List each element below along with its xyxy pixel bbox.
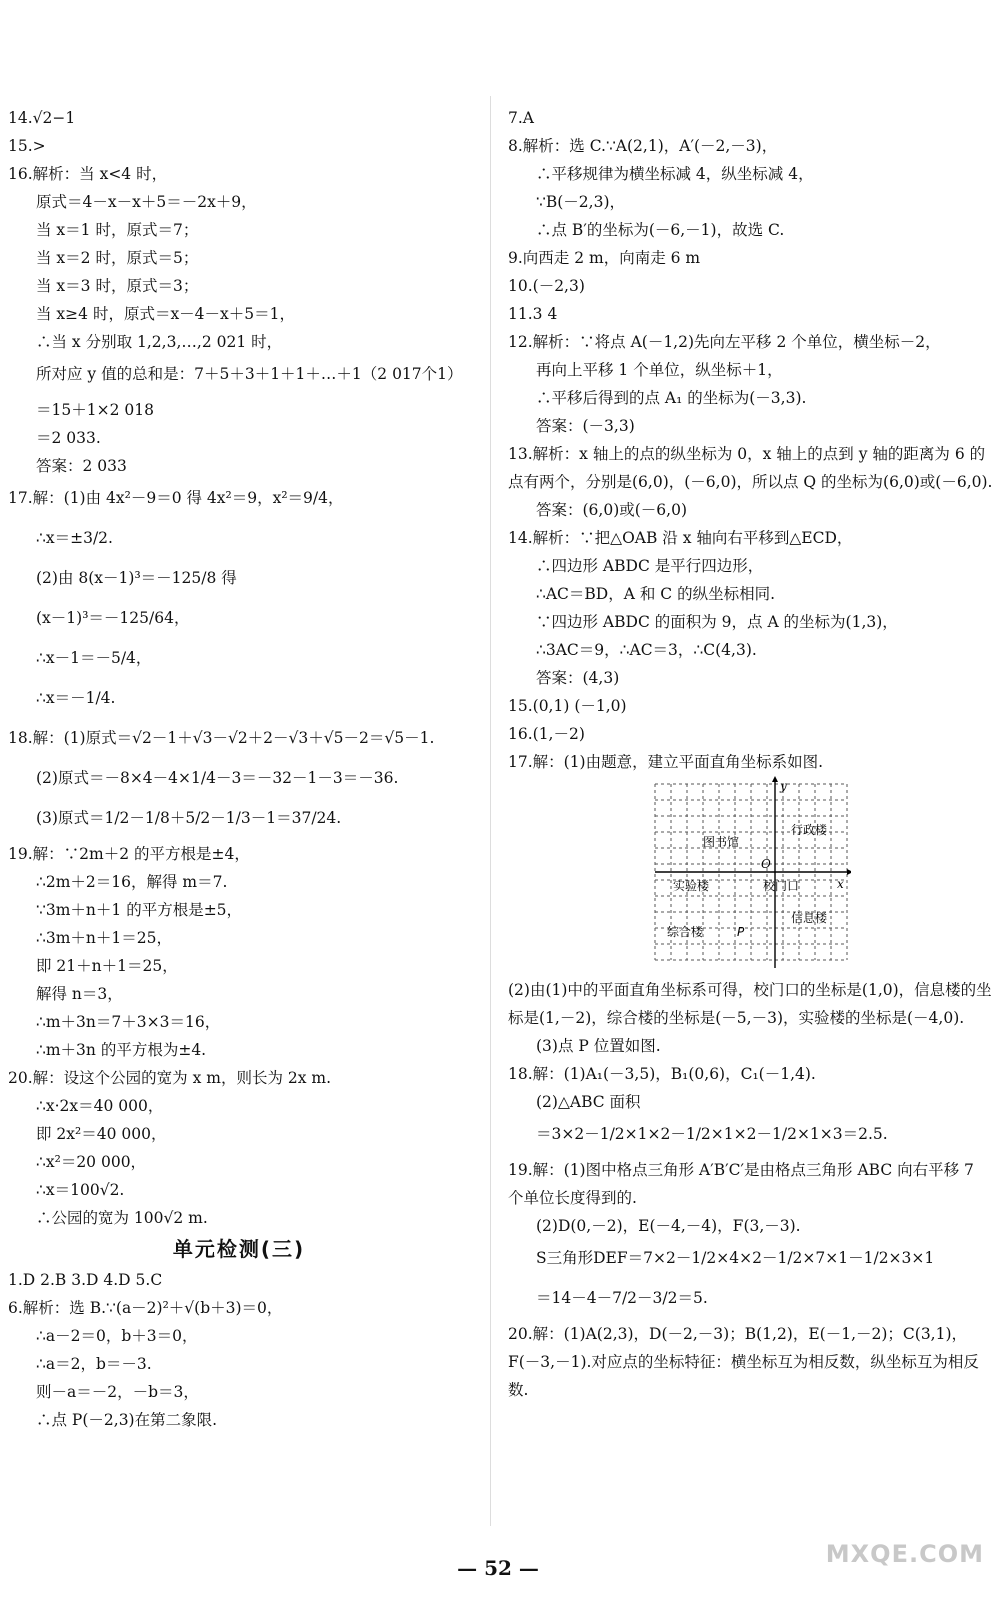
answer-line: 13.解析：x 轴上的点的纵坐标为 0，x 轴上的点到 y 轴的距离为 6 的点有两个，分别是(6,0)，(－6,0)，所以点 Q 的坐标为(6,0)或(－6,0). bbox=[508, 445, 993, 491]
answer-line: ∴平移后得到的点 A₁ 的坐标为(－3,3). bbox=[536, 389, 807, 407]
answer-line: 答案：(4,3) bbox=[536, 669, 620, 687]
answer-line: 18.解：(1)原式＝√2－1＋√3－√2＋2－√3＋√5－2＝√5－1. bbox=[8, 729, 435, 747]
answer-line: ∴x·2x＝40 000， bbox=[36, 1097, 164, 1115]
answer-line: 14.解析：∵把△OAB 沿 x 轴向右平移到△ECD， bbox=[508, 529, 853, 547]
answer-line: 答案：(－3,3) bbox=[536, 417, 635, 435]
column-divider bbox=[490, 96, 491, 1526]
answer-line: 即 2x²＝40 000， bbox=[36, 1125, 167, 1143]
point-p-label: P bbox=[737, 925, 745, 939]
answer-line: (2)D(0,－2)，E(－4,－4)，F(3,－3). bbox=[536, 1217, 801, 1235]
answer-line: ∵B(－2,3)， bbox=[536, 193, 625, 211]
answer-line: (3)原式＝1/2－1/8＋5/2－1/3－1＝37/24. bbox=[36, 809, 342, 827]
answer-line: ∴x²＝20 000， bbox=[36, 1153, 147, 1171]
answer-line: 原式＝4－x－x＋5＝－2x＋9， bbox=[36, 193, 257, 211]
origin-label: O bbox=[761, 857, 771, 871]
answer-line: ∴3m＋n＋1＝25， bbox=[36, 929, 172, 947]
answer-line: S三角形DEF＝7×2－1/2×4×2－1/2×7×1－1/2×3×1 bbox=[536, 1249, 935, 1267]
answer-line: 当 x≥4 时，原式＝x－4－x＋5＝1， bbox=[36, 305, 296, 323]
answer-line: 15.> bbox=[8, 137, 46, 155]
info-building-label: 信息楼 bbox=[791, 911, 828, 925]
page-number: — 52 — bbox=[457, 1556, 539, 1580]
answer-line: 所对应 y 值的总和是：7＋5＋3＋1＋1＋…＋1（2 017个1） bbox=[36, 365, 463, 383]
answer-line: (2)△ABC 面积 bbox=[536, 1093, 641, 1111]
coordinate-figure bbox=[508, 776, 994, 976]
answer-line: (3)点 P 位置如图. bbox=[536, 1037, 661, 1055]
answer-line: (x－1)³＝－125/64， bbox=[36, 609, 190, 627]
answer-line: 7.A bbox=[508, 109, 534, 127]
answer-line: ＝14－4－7/2－3/2＝5. bbox=[536, 1289, 708, 1307]
answer-line: 12.解析：∵将点 A(－1,2)先向左平移 2 个单位，横坐标－2， bbox=[508, 333, 941, 351]
answer-line: (2)原式＝－8×4－4×1/4－3＝－32－1－3＝－36. bbox=[36, 769, 399, 787]
answer-line: 16.解析：当 x<4 时， bbox=[8, 165, 168, 183]
y-axis-label: y bbox=[780, 779, 787, 793]
answer-line: 17.解：(1)由 4x²－9＝0 得 4x²＝9，x²＝9/4， bbox=[8, 489, 344, 507]
answer-line: 11.3 4 bbox=[508, 305, 558, 323]
answer-line: 则－a＝－2，－b＝3， bbox=[36, 1383, 199, 1401]
answer-line: 17.解：(1)由题意，建立平面直角坐标系如图. bbox=[508, 753, 824, 771]
answer-line: ∴x－1＝－5/4， bbox=[36, 649, 152, 667]
answer-line: 19.解：∵2m＋2 的平方根是±4， bbox=[8, 845, 250, 863]
answer-line: 当 x＝2 时，原式＝5； bbox=[36, 249, 199, 267]
answer-line: ＝15＋1×2 018 bbox=[36, 401, 154, 419]
answer-line: ∴3AC＝9，∴AC＝3，∴C(4,3). bbox=[536, 641, 757, 659]
answer-line: ∴m＋3n 的平方根为±4. bbox=[36, 1041, 207, 1059]
answer-line: 1.D 2.B 3.D 4.D 5.C bbox=[8, 1271, 163, 1289]
section-heading: 单元检测(三) bbox=[172, 1237, 306, 1261]
answer-line: ∴公园的宽为 100√2 m. bbox=[36, 1209, 208, 1227]
answer-line: 解得 n＝3， bbox=[36, 985, 123, 1003]
campus-grid-svg bbox=[651, 776, 851, 976]
x-axis-label: x bbox=[837, 877, 844, 891]
answer-line: ∴x＝±3/2. bbox=[36, 529, 113, 547]
complex-building-label: 综合楼 bbox=[667, 925, 704, 939]
answer-line: 20.解：(1)A(2,3)，D(－2,－3)；B(1,2)，E(－1,－2)；C(3,1)，F(－3,－1).对应点的坐标特征：横坐标互为相反数，纵坐标互为相反数. bbox=[508, 1325, 979, 1399]
answer-line: ∴x＝100√2. bbox=[36, 1181, 125, 1199]
answer-line: 10.(－2,3) bbox=[508, 277, 585, 295]
answer-line: ∴点 B′的坐标为(－6,－1)，故选 C. bbox=[536, 221, 785, 239]
admin-building-label: 行政楼 bbox=[791, 823, 828, 837]
answer-line: 20.解：设这个公园的宽为 x m，则长为 2x m. bbox=[8, 1069, 332, 1087]
answer-line: 再向上平移 1 个单位，纵坐标＋1， bbox=[536, 361, 783, 379]
answer-line: 9.向西走 2 m，向南走 6 m bbox=[508, 249, 701, 267]
answer-line: (2)由 8(x－1)³＝－125/8 得 bbox=[36, 569, 237, 587]
answer-line: ∴四边形 ABDC 是平行四边形， bbox=[536, 557, 764, 575]
y-axis-arrow bbox=[772, 776, 778, 782]
watermark: MXQE.COM bbox=[825, 1540, 984, 1568]
answer-line: ＝3×2－1/2×1×2－1/2×1×2－1/2×1×3＝2.5. bbox=[536, 1125, 888, 1143]
answer-line: ∴AC＝BD，A 和 C 的纵坐标相同. bbox=[536, 585, 775, 603]
lab-building-label: 实验楼 bbox=[673, 879, 710, 893]
answer-line: 当 x＝1 时，原式＝7； bbox=[36, 221, 199, 239]
answer-line: 15.(0,1) (－1,0) bbox=[508, 697, 627, 715]
answer-line: 6.解析：选 B.∵(a－2)²＋√(b＋3)＝0， bbox=[8, 1299, 283, 1317]
answer-line: ∴平移规律为横坐标减 4，纵坐标减 4， bbox=[536, 165, 814, 183]
answer-line: 答案：2 033 bbox=[36, 457, 127, 475]
answer-line: ∵3m＋n＋1 的平方根是±5， bbox=[36, 901, 243, 919]
answer-line: ∴2m＋2＝16，解得 m＝7. bbox=[36, 873, 228, 891]
answer-line: ∴m＋3n＝7＋3×3＝16， bbox=[36, 1013, 221, 1031]
answer-line: ∴x＝－1/4. bbox=[36, 689, 116, 707]
answer-line: ∴当 x 分别取 1,2,3,…,2 021 时， bbox=[36, 333, 283, 351]
x-axis-arrow bbox=[847, 869, 851, 875]
answer-line: 8.解析：选 C.∵A(2,1)，A′(－2,－3)， bbox=[508, 137, 778, 155]
school-gate-label: 校门口 bbox=[763, 879, 800, 893]
answer-line: ∴a－2＝0，b＋3＝0， bbox=[36, 1327, 198, 1345]
answer-line: 答案：(6,0)或(－6,0) bbox=[536, 501, 687, 519]
answer-line: 当 x＝3 时，原式＝3； bbox=[36, 277, 199, 295]
answer-line: 19.解：(1)图中格点三角形 A′B′C′是由格点三角形 ABC 向右平移 7 个单位长度得到的. bbox=[508, 1161, 974, 1207]
answer-line: ∵四边形 ABDC 的面积为 9，点 A 的坐标为(1,3)， bbox=[536, 613, 898, 631]
left-column bbox=[8, 104, 470, 1434]
answer-line: 16.(1,－2) bbox=[508, 725, 585, 743]
library-label: 图书馆 bbox=[703, 835, 740, 849]
answer-line: 即 21＋n＋1＝25， bbox=[36, 957, 178, 975]
answer-line: 14.√2−1 bbox=[8, 109, 76, 127]
right-column bbox=[508, 104, 994, 1404]
answer-line: ∴a＝2，b＝－3. bbox=[36, 1355, 152, 1373]
answer-line: ＝2 033. bbox=[36, 429, 101, 447]
answer-line: 18.解：(1)A₁(－3,5)，B₁(0,6)，C₁(－1,4). bbox=[508, 1065, 816, 1083]
answer-line: ∴点 P(－2,3)在第二象限. bbox=[36, 1411, 218, 1429]
answer-line: (2)由(1)中的平面直角坐标系可得，校门口的坐标是(1,0)，信息楼的坐标是(1,－2)，综合楼的坐标是(－5,－3)，实验楼的坐标是(－4,0). bbox=[508, 981, 992, 1027]
